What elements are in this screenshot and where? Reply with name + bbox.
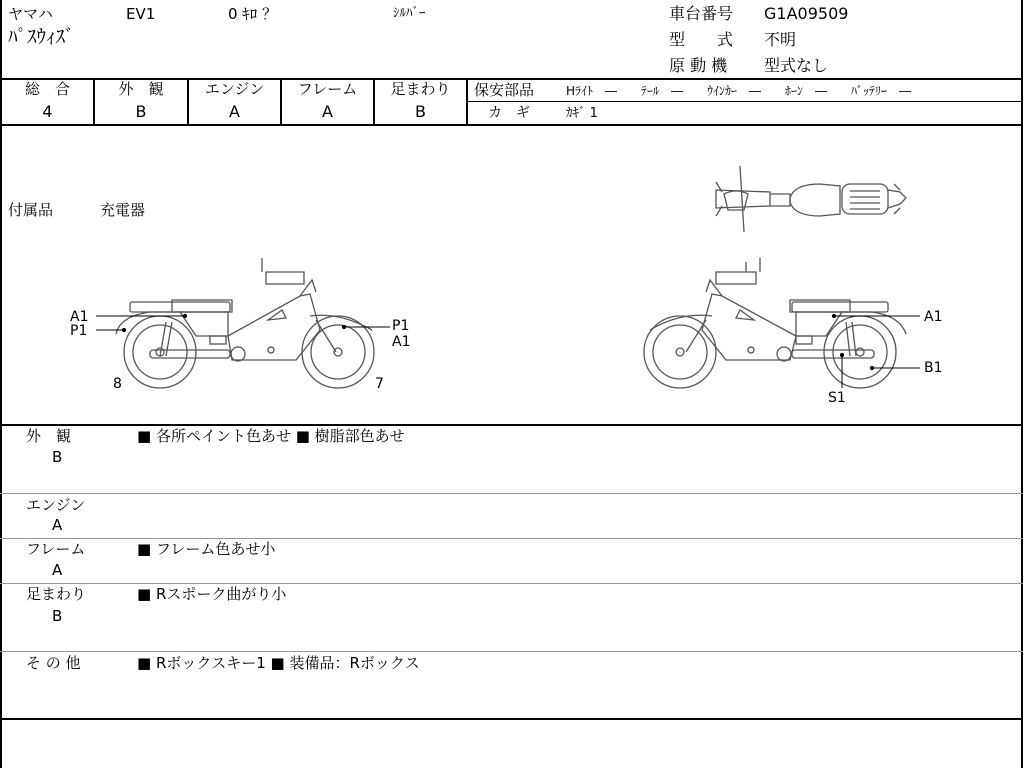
frame-number-label: 車台番号 bbox=[669, 4, 734, 23]
detail-divider bbox=[0, 651, 1023, 652]
frame-grade: A bbox=[322, 102, 333, 121]
detail-suspension-grade: B bbox=[52, 607, 63, 625]
key-value: ｶｷﾞ 1 bbox=[566, 106, 598, 121]
left-side-diagram bbox=[116, 258, 374, 388]
overall-label: 総 合 bbox=[24, 80, 70, 98]
frame-label: フレーム bbox=[297, 80, 358, 98]
suspension-label: 足まわり bbox=[390, 80, 451, 98]
safety-items: Hﾗｲﾄ ― ﾃｰﾙ ― ｳｲﾝｶｰ ― ﾎｰﾝ ― ﾊﾞｯﾃﾘｰ ― bbox=[566, 84, 912, 98]
key-label: カ ギ bbox=[488, 105, 530, 121]
detail-other-label: そ の 他 bbox=[26, 654, 81, 672]
maker: ヤマハ bbox=[8, 5, 53, 23]
mark-left-a1-front: A1 bbox=[392, 334, 411, 350]
detail-engine-grade: A bbox=[52, 516, 63, 534]
accessories-label: 付属品 bbox=[8, 201, 54, 219]
detail-bottom-line bbox=[0, 718, 1023, 720]
engine-label: エンジン bbox=[204, 80, 265, 98]
detail-suspension-note: ■ Rスポーク曲がり小 bbox=[137, 585, 287, 603]
mark-left-rear-number: 8 bbox=[113, 376, 122, 392]
safety-label: 保安部品 bbox=[474, 81, 535, 99]
mark-left-p1-rear: P1 bbox=[70, 323, 88, 339]
detail-divider bbox=[0, 583, 1023, 584]
top-view-diagram bbox=[716, 166, 906, 232]
detail-exterior-label: 外 観 bbox=[26, 427, 72, 445]
detail-frame-grade: A bbox=[52, 561, 63, 579]
frame-number: G1A09509 bbox=[764, 4, 849, 23]
exterior-label: 外 観 bbox=[118, 80, 164, 98]
detail-engine-label: エンジン bbox=[26, 496, 86, 514]
detail-suspension-label: 足まわり bbox=[26, 585, 87, 603]
detail-top-line bbox=[0, 424, 1023, 426]
right-side-diagram bbox=[644, 258, 906, 388]
exterior-grade: B bbox=[135, 102, 147, 121]
mark-left-p1-front: P1 bbox=[392, 318, 410, 334]
overall-grade: 4 bbox=[42, 102, 53, 121]
engine-type-value: 型式なし bbox=[764, 56, 829, 75]
color: ｼﾙﾊﾞｰ bbox=[393, 6, 426, 21]
mileage: 0 ｷﾛ ？ bbox=[228, 5, 278, 23]
suspension-grade: B bbox=[415, 102, 426, 121]
mark-left-a1: A1 bbox=[70, 309, 89, 325]
detail-other-note: ■ Rボックスキー1 ■ 装備品：Rボックス bbox=[137, 654, 420, 672]
detail-divider bbox=[0, 538, 1023, 539]
engine-grade: A bbox=[229, 102, 240, 121]
model-code: EV1 bbox=[126, 5, 156, 23]
detail-divider bbox=[0, 493, 1023, 494]
mark-right-a1: A1 bbox=[924, 309, 943, 325]
model-name: ﾊﾟｽｳｨｽﾞ bbox=[8, 26, 75, 48]
detail-exterior-note: ■ 各所ペイント色あせ ■ 樹脂部色あせ bbox=[137, 427, 405, 445]
detail-frame-note: ■ フレーム色あせ小 bbox=[137, 540, 276, 558]
mark-right-b1: B1 bbox=[924, 360, 943, 376]
detail-frame-label: フレーム bbox=[26, 540, 86, 558]
detail-exterior-grade: B bbox=[52, 448, 63, 466]
accessories-value: 充電器 bbox=[100, 201, 146, 219]
engine-type-label: 原 動 機 bbox=[669, 56, 728, 75]
type-label: 型 式 bbox=[669, 30, 734, 49]
mark-left-front-number: 7 bbox=[375, 376, 384, 392]
mark-right-s1: S1 bbox=[828, 390, 846, 406]
type-value: 不明 bbox=[764, 30, 797, 49]
